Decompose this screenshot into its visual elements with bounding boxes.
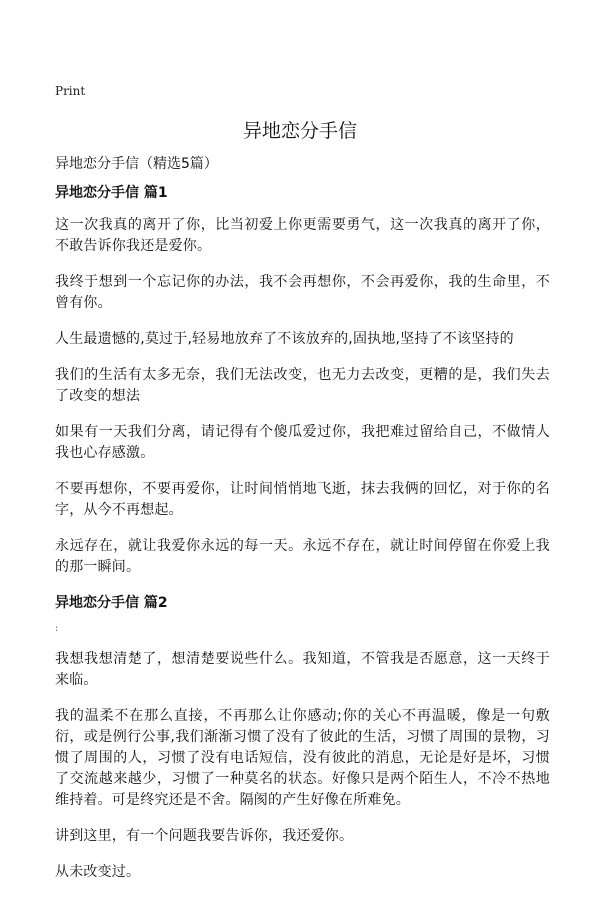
paragraph: 我终于想到一个忘记你的办法，我不会再想你，不会再爱你，我的生命里，不曾有你。 (55, 274, 550, 311)
paragraph: 永远存在，就让我爱你永远的每一天。永远不存在，就让时间停留在你爱上我的那一瞬间。 (55, 538, 550, 575)
paragraph: 讲到这里，有一个问题我要告诉你，我还爱你。 (55, 828, 354, 844)
print-label: Print (55, 84, 86, 98)
section-2 (55, 593, 550, 883)
document-body (55, 183, 550, 898)
section-1 (55, 183, 550, 578)
page-title: 异地恋分手信 (242, 120, 357, 142)
paragraph: 不要再想你，不要再爱你，让时间悄悄地飞逝，抹去我俩的回忆，对于你的名字，从今不再想起。 (55, 481, 550, 518)
page-subtitle: 异地恋分手信（精选5篇） (55, 156, 218, 172)
paragraph: 我想我想清楚了，想清楚要说些什么。我知道，不管我是否愿意，这一天终于来临。 (55, 651, 550, 688)
section-mark: : (55, 623, 59, 634)
section-heading: 异地恋分手信 篇2 (55, 595, 168, 611)
paragraph: 我们的生活有太多无奈，我们无法改变，也无力去改变，更糟的是，我们失去了改变的想法 (55, 367, 550, 404)
paragraph: 从未改变过。 (55, 864, 141, 880)
section-heading: 异地恋分手信 篇1 (55, 185, 168, 201)
paragraph: 人生最遗憾的,莫过于,轻易地放弃了不该放弃的,固执地,坚持了不该坚持的 (55, 331, 514, 347)
paragraph: 这一次我真的离开了你，比当初爱上你更需要勇气，这一次我真的离开了你，不敢告诉你我还是爱你。 (55, 217, 550, 254)
paragraph: 如果有一天我们分离，请记得有个傻瓜爱过你，我把难过留给自己，不做情人我也心存感激。 (55, 424, 550, 461)
paragraph: 我的温柔不在那么直接，不再那么让你感动;你的关心不再温暖，像是一句敷衍，或是例行公事,我们渐渐习惯了没有了彼此的生活，习惯了周围的景物，习惯了周围的人，习惯了没有电话短信，没有彼此的消息，无论是好是坏，习惯了交流越来越少，习惯了一种莫名的状态。好像只是两个陌生人，不冷不热地维持着。可是终究还是不舍。隔阂的产生好像在所难免。 (55, 708, 550, 808)
